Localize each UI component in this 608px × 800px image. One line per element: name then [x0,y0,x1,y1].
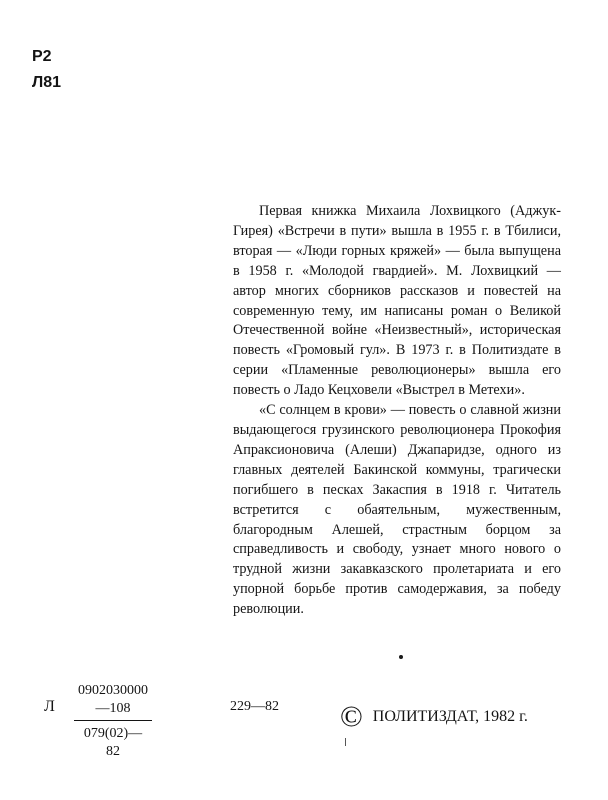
copyright-icon: © [340,700,363,733]
print-mark [345,738,346,746]
index-numerator: 0902030000—108 [78,683,148,716]
annotation-paragraph-2: «С солнцем в крови» — повесть о славной жизни выдающегося грузинского революционера Прокофия Апраксионовича (Алеши) Джапаридзе, одного из главных деятелей Бакинской коммуны, трагически погибшего в песках Закаспия в 1918 г. Читатель встретится с обаятельным, мужественным, благородным Алешей, страстным борцом за справедливость и свободу, узнает много нового о трудной жизни закавказского пролетариата и его упорной борьбе против самодержавия, за победу революции. [233,402,561,618]
index-fraction [74,682,152,761]
bbk-code: Р2 [32,48,52,65]
index-denominator: 079(02)—82 [74,720,152,761]
author-mark: Л81 [32,74,62,91]
index-suffix: 229—82 [230,699,279,714]
printer-dot [399,655,403,659]
classification-codes [32,44,61,96]
publisher-name-year: ПОЛИТИЗДАТ, 1982 г. [372,708,528,725]
index-letter: Л [44,698,55,715]
publisher-imprint [340,702,528,732]
book-annotation [233,202,561,620]
annotation-paragraph-1: Первая книжка Михаила Лохвицкого (Аджук-Гирея) «Встречи в пути» вышла в 1955 г. в Тбилиси, вторая — «Люди горных кряжей» — была выпущена в 1958 г. «Молодой гвардией». М. Лохвицкий — автор многих сборников рассказов и повестей на современную тему, им написаны роман о Великой Отечественной войне «Неизвестный», историческая повесть «Громовый гул». В 1973 г. в Политиздате в серии «Пламенные революционеры» вышла его повесть о Ладо Кецховели «Выстрел в Метехи». [233,203,561,399]
